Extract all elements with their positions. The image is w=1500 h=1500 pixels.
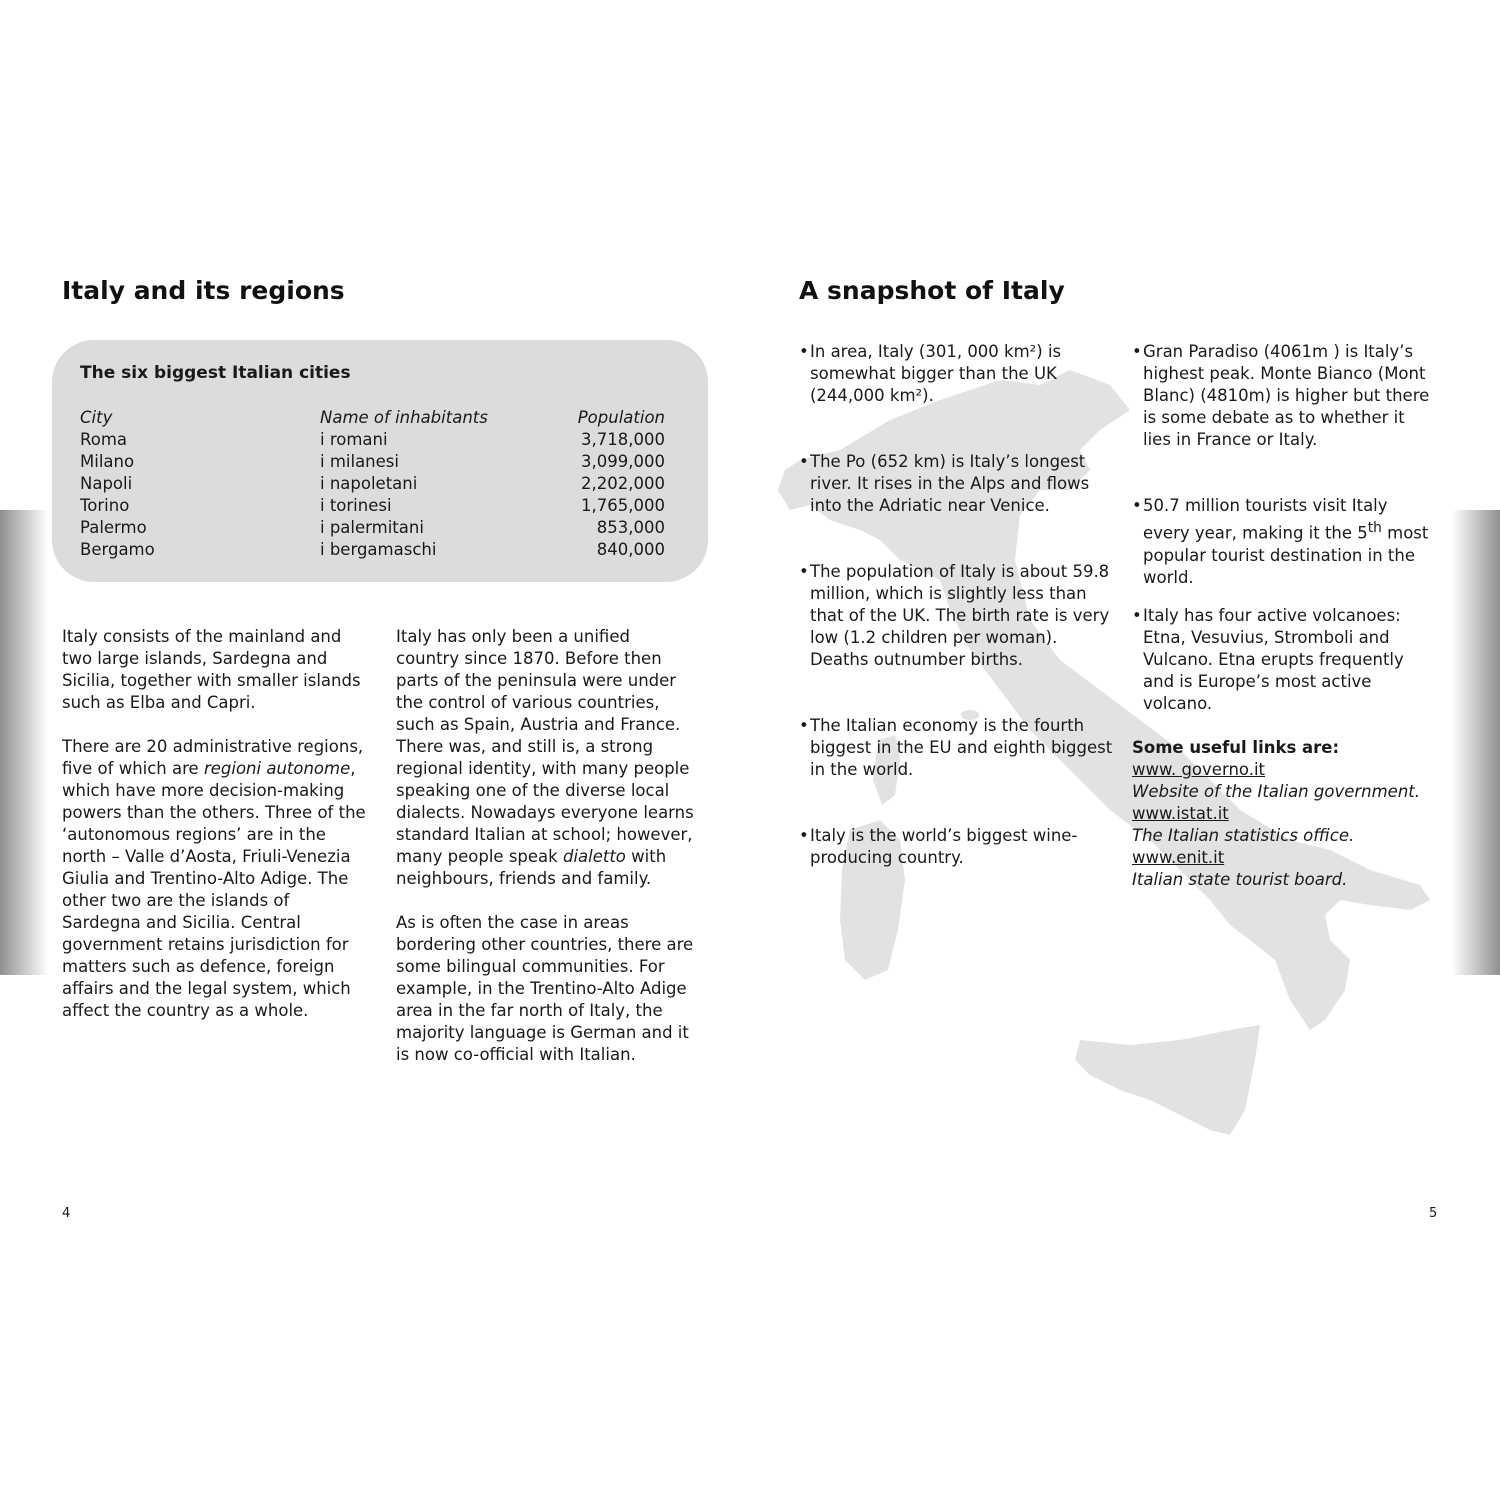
link-description: Website of the Italian government. [1132, 782, 1421, 801]
paragraph: As is often the case in areas bordering other countries, there are some bilingual communities. For example, in the Trentino-Alto Adige area in the far north of Italy, the majority language is German and it is now co-official with Italian. [396, 913, 694, 1064]
header-population: Population [577, 408, 665, 427]
cities-table-header [80, 407, 665, 429]
text-run: Italy has only been a unified country since 1870. Before then parts of the peninsula were under the control of various countries, such as Spain, Austria and France. There was, and still is, a strong regional identity, with many people speaking one of the diverse local dialects. Nowadays everyone learns standard Italian at school; however, many people speak [396, 627, 694, 866]
list-item: • The population of Italy is about 59.8 million, which is slightly less than that of the UK. The birth rate is very low (1.2 children per woman). Deaths outnumber births. [799, 561, 1119, 671]
city-name: Milano [80, 452, 135, 471]
list-item: • The Italian economy is the fourth biggest in the EU and eighth biggest in the world. [799, 715, 1119, 781]
header-city: City [80, 408, 113, 427]
list-item: • Gran Paradiso (4061m ) is Italy’s highest peak. Monte Bianco (Mont Blanc) (4810m) is higher but there is some debate as to whether it lies in France or Italy. [1132, 341, 1437, 451]
body-column-right [396, 626, 696, 1088]
city-name: Napoli [80, 474, 133, 493]
population-value: 3,718,000 [581, 430, 665, 449]
text-run: There are 20 administrative regions, five of which are [62, 737, 364, 778]
link-governo[interactable]: www. governo.it [1132, 760, 1265, 779]
population-value: 853,000 [596, 518, 665, 537]
population-value: 3,099,000 [581, 452, 665, 471]
inhabitants-name: i torinesi [320, 496, 392, 515]
text-run: with neighbours, friends and family. [396, 847, 667, 888]
text-run: , which have more decision-making powers than the others. Three of the ‘autonomous regions’ are in the north – Valle d’Aosta, Friuli-Venezia Giulia and Trentino-Alto Adige. The other two are the islands of Sardegna and Sicilia. Central government retains jurisdiction for matters such as defence, foreign affairs and the legal system, which affect the country as a whole. [62, 759, 366, 1020]
list-item [1132, 495, 1437, 589]
text-run: most popular tourist destination in the world. [1143, 523, 1429, 587]
list-item: • Italy is the world’s biggest wine-producing country. [799, 825, 1119, 869]
link-description: The Italian statistics office. [1132, 826, 1355, 845]
city-name: Torino [80, 496, 130, 515]
links-title: Some useful links are: [1132, 738, 1340, 757]
table-row [80, 539, 665, 561]
city-name: Bergamo [80, 540, 155, 559]
population-value: 840,000 [596, 540, 665, 559]
page-number-right: 5 [1429, 1206, 1438, 1221]
table-row [80, 517, 665, 539]
inhabitants-name: i romani [320, 430, 388, 449]
right-page-title: A snapshot of Italy [799, 276, 1065, 305]
population-value: 1,765,000 [581, 496, 665, 515]
paragraph [396, 626, 696, 890]
link-description: Italian state tourist board. [1132, 870, 1348, 889]
table-row [80, 429, 665, 451]
inhabitants-name: i bergamaschi [320, 540, 437, 559]
list-item: • In area, Italy (301, 000 km²) is somewhat bigger than the UK (244,000 km²). [799, 341, 1119, 407]
population-value: 2,202,000 [581, 474, 665, 493]
italic-term: dialetto [562, 847, 626, 866]
list-item: • Italy has four active volcanoes: Etna, Vesuvius, Stromboli and Vulcano. Etna erupts frequently and is Europe’s most active volcano. [1132, 605, 1437, 715]
table-row [80, 451, 665, 473]
left-page-title: Italy and its regions [62, 276, 345, 305]
cities-box-title: The six biggest Italian cities [80, 363, 351, 383]
inhabitants-name: i palermitani [320, 518, 424, 537]
left-edge-gradient [0, 510, 48, 975]
inhabitants-name: i milanesi [320, 452, 399, 471]
link-enit[interactable]: www.enit.it [1132, 848, 1225, 867]
useful-links [1132, 737, 1432, 891]
superscript: th [1367, 520, 1382, 536]
right-edge-gradient [1452, 510, 1500, 975]
inhabitants-name: i napoletani [320, 474, 418, 493]
body-column-left [62, 626, 367, 1044]
city-name: Roma [80, 430, 128, 449]
header-inhabitants: Name of inhabitants [320, 408, 488, 427]
city-name: Palermo [80, 518, 147, 537]
paragraph: Italy consists of the mainland and two large islands, Sardegna and Sicilia, together with smaller islands such as Elba and Capri. [62, 627, 361, 712]
cities-table [80, 407, 665, 561]
text-run: 50.7 million tourists visit Italy every year, making it the 5 [1143, 496, 1388, 543]
page-number-left: 4 [62, 1206, 71, 1221]
cities-info-box [52, 340, 708, 582]
list-item: • The Po (652 km) is Italy’s longest river. It rises in the Alps and flows into the Adriatic near Venice. [799, 451, 1119, 517]
table-row [80, 473, 665, 495]
table-row [80, 495, 665, 517]
italic-term: regioni autonome [203, 759, 351, 778]
paragraph [62, 736, 367, 1022]
link-istat[interactable]: www.istat.it [1132, 804, 1229, 823]
